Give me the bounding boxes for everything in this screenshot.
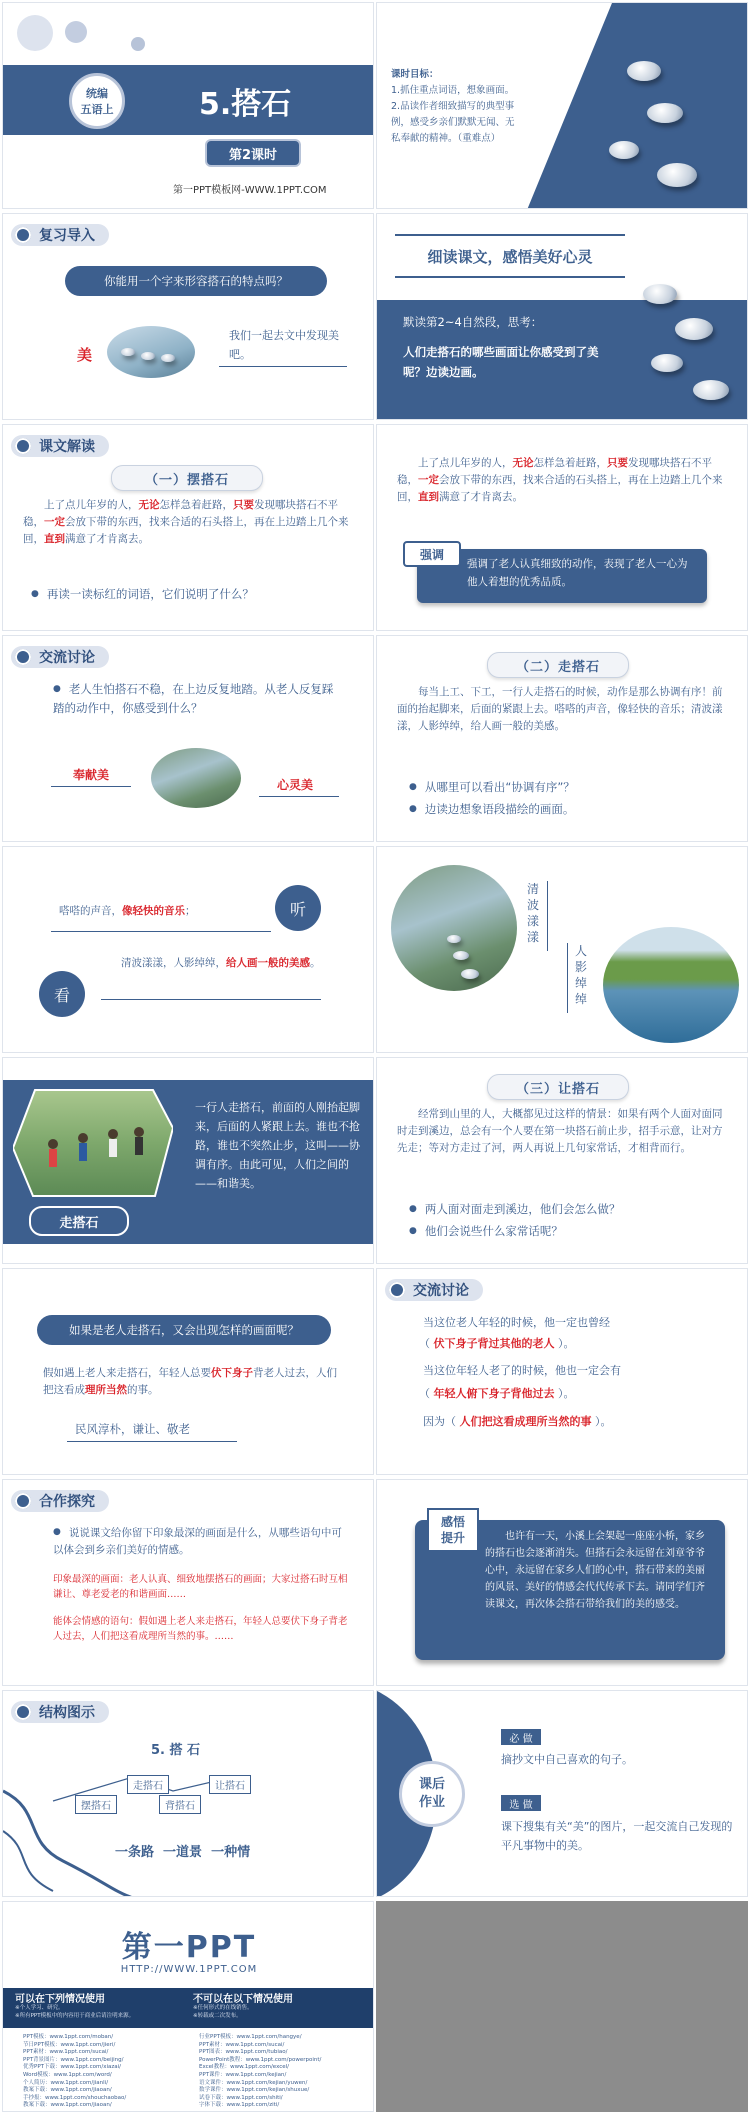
yield-question-2: ● 他们会说些什么家常话呢？ [409,1222,563,1241]
walking-photo [13,1088,173,1198]
elder-text: 假如遇上老人来走搭石，年轻人总要伏下身子背老人过去，人们把这看成理所当然的事。 [43,1367,337,1396]
section-tag: 交流讨论 [385,1279,483,1301]
node-set: 摆搭石 [75,1795,117,1814]
link[interactable]: PPT背景图片：www.1ppt.com/beijing/ [23,2056,124,2063]
structure-summary: 一条路 一道景 一种情 [115,1845,251,1860]
walk-question-1: ● 从哪里可以看出“协调有序”？ [409,778,575,797]
links-right [199,2034,369,2110]
walk-caption: 走搭石 [29,1206,129,1236]
link[interactable]: 手抄报：www.1ppt.com/shouchaobao/ [23,2094,127,2101]
stone-icon [651,354,683,372]
harmony-text: 一行人走搭石，前面的人刚抬起脚来，后面的人紧跟上去。谁也不抢路，谁也不突然止步，这叫——协调有序。由此可见，人们之间的——和谐美。 [195,1101,360,1190]
stone-icon [657,163,697,187]
stone-icon [609,141,639,159]
required-label: 必 做 [501,1729,541,1745]
passage-text: 每当上工、下工，一行人走搭石的时候，动作是那么协调有序！前面的抬起脚来，后面的紧跟上去。嗒嗒的声音，像轻快的音乐；清波漾漾，人影绰绰，给人画一般的美感。 [397,686,723,732]
link[interactable]: 教案下载：www.1ppt.com/jiaoan/ [23,2102,112,2109]
goals-title: 课时目标： [391,69,439,80]
section-subtitle: （三）让搭石 [487,1074,629,1100]
site-footer: 第一PPT模板网-WWW.1PPT.COM [173,185,327,196]
passage-text: 上了点儿年岁的人，无论怎样急着赶路，只要发现哪块搭石不平稳，一定会放下带的东西，找来合适的石头搭上，再在上边踏上几个来回，直到满意了才肯离去。 [23,499,349,545]
grade-line1: 统编 [86,87,108,100]
prompt-text: 我们一起去文中发现美吧。 [229,329,339,361]
underline [51,786,131,787]
grade-line2: 五语上 [80,103,114,116]
slide-walk[interactable] [376,635,748,842]
node-yield: 让搭石 [209,1775,251,1794]
structure-title: 5. 搭 石 [151,1743,201,1758]
stress-label: 强调 [403,541,461,567]
reflection-line-2: 当这位年轻人老了的时候，他也一定会有 [423,1364,621,1377]
slide-title[interactable] [2,2,374,209]
divider [547,881,548,951]
look-icon: 看 [39,971,85,1017]
underline [101,999,321,1000]
link[interactable]: Excel教程：www.1ppt.com/excel/ [199,2064,290,2071]
deco-circle [17,15,53,51]
section-tag: 结构图示 [11,1701,109,1723]
stone-icon [675,318,713,340]
tag-dot-icon [15,1493,31,1509]
section-tag: 交流讨论 [11,646,109,668]
insight-label: 感悟 提升 [427,1508,479,1552]
task-heading: 细读课文，感悟美好心灵 [395,234,625,278]
slide-listen-look[interactable] [2,846,374,1053]
goal-1: 1.抓住重点词语，想象画面。 [391,85,515,96]
slide-yield[interactable] [376,1057,748,1264]
optional-task: 课下搜集有关“美”的图片，一起交流自己发现的平凡事物中的美。 [501,1820,733,1852]
slide-elder[interactable] [2,1268,374,1475]
section-tag: 课文解读 [11,435,109,457]
link[interactable]: 个人简历：www.1ppt.com/jianli/ [23,2079,109,2086]
stones-photo [107,326,195,378]
slide-insight[interactable] [376,1479,748,1686]
deco-circle [131,37,145,51]
slide-explore[interactable] [2,1479,374,1686]
answer-1: （ 伏下身子背过其他的老人 ）。 [419,1337,575,1350]
stone-icon [627,61,661,81]
link[interactable]: PPT素材：www.1ppt.com/sucai/ [23,2049,109,2056]
link[interactable]: 试卷下载：www.1ppt.com/shiti/ [199,2094,283,2101]
listen-icon: 听 [275,885,321,931]
cannot-use-notes: ※任何形式的在线销售。 ※转载或二次发布。 [193,2005,253,2019]
grade-badge [69,73,125,129]
link[interactable]: 语文课件：www.1ppt.com/kejian/yuwen/ [199,2079,308,2086]
stream-photo [391,865,517,991]
slide-structure[interactable] [2,1690,374,1897]
link[interactable]: 教案下载：www.1ppt.com/jiaoan/ [23,2087,112,2094]
slide-review[interactable] [2,213,374,420]
stress-text: 强调了老人认真细致的动作，表现了老人一心为他人着想的优秀品质。 [467,558,688,588]
value-right: 心灵美 [277,778,314,792]
answer-3: 因为（ 人们把这看成理所当然的事 ）。 [423,1415,612,1428]
stone-icon [693,380,729,400]
title-band [3,65,374,135]
slide-goals[interactable] [376,2,748,209]
passage-text: 经常到山里的人，大概都见过这样的情景：如果有两个人面对面同时走到溪边，总会有一个人要在第一块搭石前止步，招手示意，让对方先走；等对方走过了河，两人再说上几句家常话，才相背而行。 [397,1108,723,1154]
crossing-photo [603,927,739,1043]
required-task: 摘抄文中自己喜欢的句子。 [501,1753,633,1766]
lesson-title: 5.搭石 [199,87,292,122]
brand-logo: 第一PPT [121,1930,257,1965]
tag-dot-icon [15,438,31,454]
brand-url: HTTP://WWW.1PPT.COM [120,1964,258,1975]
can-use-title: 可以在下列情况使用 [15,1994,105,2005]
deco-circle [65,21,87,43]
section-subtitle: （二）走搭石 [487,652,629,678]
empty-slot [376,1901,748,2112]
link[interactable]: 字体下载：www.1ppt.com/ziti/ [199,2102,280,2109]
section-tag: 合作探究 [11,1490,109,1512]
link[interactable]: Word模板：www.1ppt.com/word/ [23,2071,112,2078]
homework-badge: 课后 作业 [399,1761,465,1827]
link[interactable]: 优秀PPT下载：www.1ppt.com/xiazai/ [23,2064,122,2071]
divider [567,943,568,1013]
listen-line: 嗒嗒的声音，像轻快的音乐； [59,905,196,917]
link[interactable]: 行业PPT模板：www.1ppt.com/hangye/ [199,2034,302,2040]
slide-interpret-1[interactable] [2,424,374,631]
slide-credits[interactable] [2,1901,374,2112]
link[interactable]: PPT课件：www.1ppt.com/kejian/ [199,2071,287,2078]
answer-word: 美 [77,346,93,364]
tag-dot-icon [15,1704,31,1720]
section-subtitle: （一）摆搭石 [111,465,263,491]
insight-text: 也许有一天，小溪上会架起一座座小桥，家乡的搭石也会逐渐消失。但搭石会永远留在刘章爷爷心中，永远留在家乡人们的心中，搭石带来的美丽的风景、美好的情感会代代传承下去。请同学们齐读课文，再次体会搭石带给我们的美的感受。 [485,1531,705,1610]
passage-text: 上了点儿年岁的人，无论怎样急着赶路，只要发现哪块搭石不平稳，一定会放下带的东西，找来合适的石头搭上，再在上边踏上几个来回，直到满意了才肯离去。 [397,457,723,503]
link[interactable]: PPT素材：www.1ppt.com/sucai/ [199,2041,285,2048]
tag-dot-icon [389,1282,405,1298]
virtue-summary: 民风淳朴，谦让、敬老 [75,1422,190,1436]
link[interactable]: 数学课件：www.1ppt.com/kejian/shuxue/ [199,2087,310,2094]
link[interactable]: PPT模板：www.1ppt.com/moban/ [23,2034,114,2040]
underline [67,1441,237,1442]
walk-question-2: ● 边读边想象语段描绘的画面。 [409,800,574,819]
slide-scenery[interactable] [376,846,748,1053]
link[interactable]: 节日PPT模板：www.1ppt.com/jieri/ [23,2041,116,2048]
stone-icon [643,284,677,304]
links-left [23,2034,193,2110]
lesson-number-badge: 第2课时 [207,141,299,165]
node-carry: 背搭石 [159,1795,201,1814]
slide-task[interactable] [376,213,748,420]
slide-discuss-2[interactable] [376,1268,748,1475]
yield-question-1: ● 两人面对面走到溪边，他们会怎么做？ [409,1200,620,1219]
underline [51,931,271,932]
label-ripples: 清波漾漾 [527,882,540,944]
label-shadows: 人影绰绰 [575,944,588,1006]
underline [219,366,347,367]
section-tag: 复习导入 [11,224,109,246]
node-walk: 走搭石 [127,1775,169,1794]
slide-interpret-2[interactable] [376,424,748,631]
reflection-line-1: 当这位老人年轻的时候，他一定也曾经 [423,1316,610,1329]
explore-question: ● 说说课文给你留下印象最深的画面是什么，从哪些语句中可以体会到乡亲们美好的情感。 [53,1524,343,1559]
look-line: 清波漾漾，人影绰绰，给人画一般的美感。 [121,957,321,969]
explore-answer-1: 印象最深的画面：老人认真、细致地摆搭石的画面；大家过搭石时互相谦让、尊老爱老的和谐画面…… [53,1574,348,1600]
reread-question: ● 再读一读标红的词语，它们说明了什么？ [31,585,361,604]
goal-2: 2.品读作者细致描写的典型事例，感受乡亲们默默无闻、无私奉献的精神。（重难点） [391,101,515,144]
optional-label: 选 做 [501,1795,541,1811]
river-illustration [151,748,241,808]
link[interactable]: PPT图表：www.1ppt.com/tubiao/ [199,2049,288,2056]
underline [259,796,339,797]
question-banner: 如果是老人走搭石，又会出现怎样的画面呢？ [37,1315,331,1345]
task-instruction: 默读第2~4自然段，思考： [403,315,543,329]
link[interactable]: PowerPoint教程：www.1ppt.com/powerpoint/ [199,2056,322,2063]
task-question: 人们走搭石的哪些画面让你感受到了美呢？边读边画。 [403,345,599,379]
tag-dot-icon [15,227,31,243]
can-use-notes: ※个人学习、研究。 ※所有PPT模板中的内容用于商业后请注明来源。 [15,2005,135,2019]
slide-homework[interactable] [376,1690,748,1897]
discussion-question: ● 老人生怕搭石不稳，在上边反复地踏。从老人反复踩踏的动作中，你感受到什么？ [53,680,343,718]
tag-dot-icon [15,649,31,665]
question-banner: 你能用一个字来形容搭石的特点吗？ [65,266,327,296]
stone-icon [647,103,683,123]
slide-discuss-1[interactable] [2,635,374,842]
answer-2: （ 年轻人俯下身子背他过去 ）。 [419,1387,575,1400]
value-left: 奉献美 [73,768,110,782]
slide-harmony[interactable] [2,1057,374,1264]
explore-answer-2: 能体会情感的语句：假如遇上老人来走搭石，年轻人总要伏下身子背老人过去，人们把这看成理所当然的事。…… [53,1616,348,1642]
goals-text [391,67,519,147]
cannot-use-title: 不可以在以下情况使用 [193,1994,293,2005]
